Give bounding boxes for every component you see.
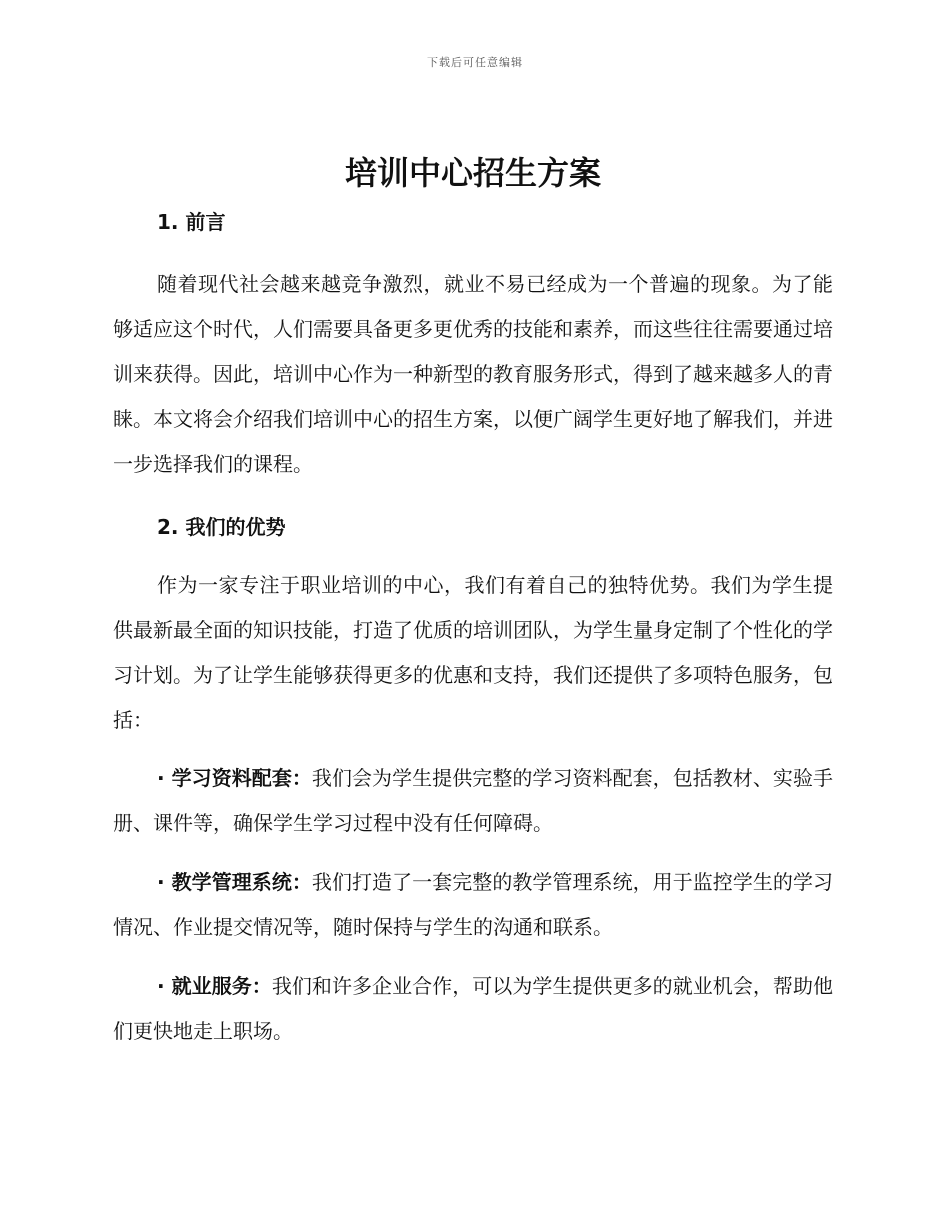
bullet-lead: · 就业服务： [157,974,272,998]
bullet-text: 我们和许多企业合作，可以为学生提供更多的就业机会，帮助他们更快地走上职场。 [113,974,834,1043]
bullet-lead: · 学习资料配套： [157,766,312,790]
bullet-text: 我们打造了一套完整的教学管理系统，用于监控学生的学习情况、作业提交情况等，随时保持与学生的沟通和联系。 [113,870,834,939]
bullet-item-materials [113,756,833,846]
preface-paragraph: 随着现代社会越来越竞争激烈，就业不易已经成为一个普遍的现象。为了能够适应这个时代，人们需要具备更多更优秀的技能和素养，而这些往往需要通过培训来获得。因此，培训中心作为一种新型的教育服务形式，得到了越来越多人的青睐。本文将会介绍我们培训中心的招生方案，以便广阔学生更好地了解我们，并进一步选择我们的课程。 [113,272,833,476]
advantages-paragraph: 作为一家专注于职业培训的中心，我们有着自己的独特优势。我们为学生提供最新最全面的知识技能，打造了优质的培训团队，为学生量身定制了个性化的学习计划。为了让学生能够获得更多的优惠和支持，我们还提供了多项特色服务，包括： [113,573,833,732]
bullet-lead: · 教学管理系统： [157,870,312,894]
header-note: 下载后可任意编辑 [427,56,523,69]
bullet-item-management-system [113,860,833,950]
section-heading-preface: 1. 前言 [157,210,226,234]
section-heading-advantages: 2. 我们的优势 [157,515,286,539]
bullet-text: 我们会为学生提供完整的学习资料配套，包括教材、实验手册、课件等，确保学生学习过程中没有任何障碍。 [113,766,834,835]
document-title: 培训中心招生方案 [344,154,601,192]
bullet-item-employment [113,964,833,1054]
document-body [113,148,833,1054]
